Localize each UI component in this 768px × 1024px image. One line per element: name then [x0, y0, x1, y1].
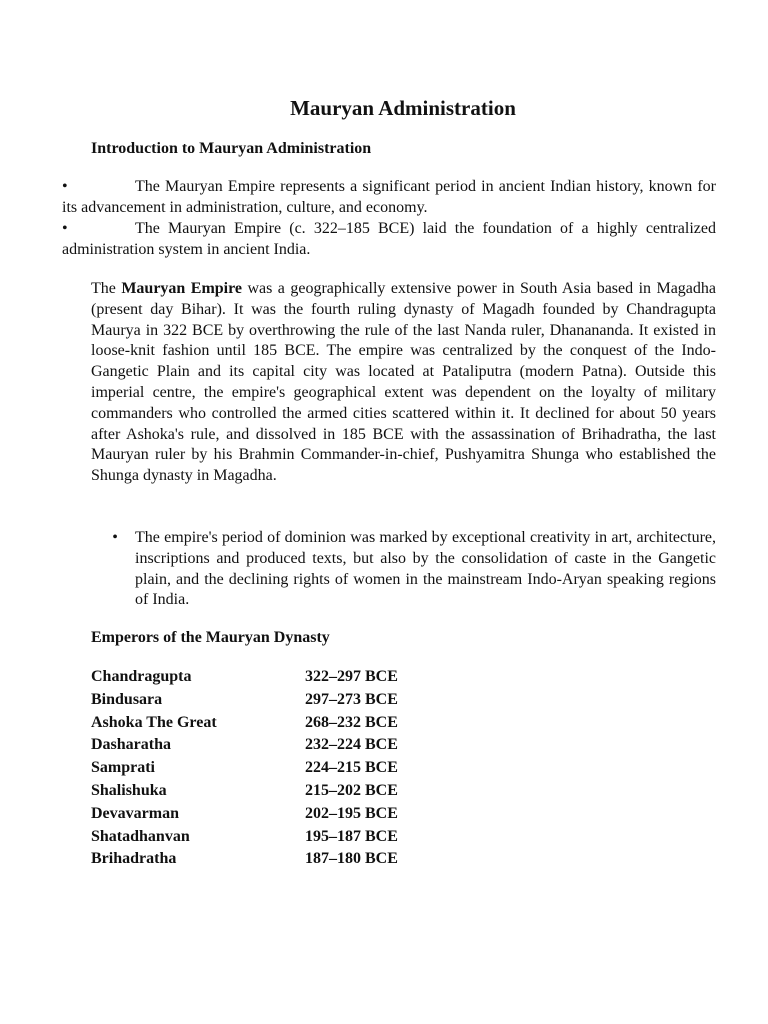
emperor-name: Brihadratha	[91, 850, 177, 868]
emperor-name: Shatadhanvan	[91, 827, 190, 845]
table-row	[91, 848, 398, 871]
emperor-reign: 268–232 BCE	[305, 713, 398, 731]
emperor-reign: 187–180 BCE	[305, 850, 398, 868]
table-row	[91, 712, 398, 735]
bullet-marker: •	[62, 178, 68, 195]
bullet-marker: •	[62, 220, 68, 237]
emperor-reign: 215–202 BCE	[305, 781, 398, 799]
intro-heading: Introduction to Mauryan Administration	[91, 140, 372, 157]
empire-paragraph	[91, 279, 716, 487]
paragraph-body: was a geographically extensive power in South Asia based in Magadha (present day Bihar). It was the fourth ruling dynasty of Magadh founded by Chandragupta Maurya in 322 BCE by overthrowing the rule of the last Nanda ruler, Dhanananda. It existed in loose-knit fashion until 185 BCE. The empire was centralized by the conquest of the Indo-Gangetic Plain and its capital city was located at Pataliputra (modern Patna). Outside this imperial centre, the empire's geographical extent was dependent on the loyalty of military commanders who controlled the armed cities scattered within it. It declined for about 50 years after Ashoka's rule, and dissolved in 185 BCE with the assassination of Brihadratha, the last Mauryan ruler by his Brahmin Commander-in-chief, Pushyamitra Shunga who established the Shunga dynasty in Magadha.	[91, 280, 716, 485]
emperor-name: Devavarman	[91, 804, 179, 822]
bullet-text: The Mauryan Empire (c. 322–185 BCE) laid the foundation of a highly centralized administration system in ancient India.	[62, 220, 716, 258]
paragraph-bold-term: Mauryan Empire	[121, 280, 243, 297]
intro-bullet-2	[62, 219, 716, 260]
emperor-reign: 195–187 BCE	[305, 827, 398, 845]
emperor-reign: 322–297 BCE	[305, 668, 398, 685]
bullet-marker: •	[112, 529, 118, 546]
table-row	[91, 780, 398, 803]
table-row	[91, 689, 398, 712]
table-row	[91, 666, 398, 689]
table-row	[91, 734, 398, 757]
emperor-reign: 202–195 BCE	[305, 804, 398, 822]
intro-bullet-1	[62, 177, 716, 218]
emperor-name: Chandragupta	[91, 668, 192, 685]
paragraph-pre: The	[91, 280, 122, 297]
emperor-reign: 232–224 BCE	[305, 736, 398, 754]
emperor-reign: 297–273 BCE	[305, 690, 398, 708]
table-row	[91, 826, 398, 849]
emperor-name: Ashoka The Great	[91, 713, 217, 731]
emperor-name: Dasharatha	[91, 736, 172, 754]
table-row	[91, 803, 398, 826]
emperors-table	[91, 666, 398, 871]
bullet-text: The empire's period of dominion was marked by exceptional creativity in art, architecture, inscriptions and produced texts, but also by the consolidation of caste in the Gangetic plain, and the declining rights of women in the mainstream Indo-Aryan speaking regions of India.	[135, 529, 716, 609]
bullet-text: The Mauryan Empire represents a significant period in ancient Indian history, known for its advancement in administration, culture, and economy.	[62, 178, 716, 216]
emperor-name: Bindusara	[91, 690, 163, 708]
emperor-name: Shalishuka	[91, 781, 167, 799]
emperor-name: Samprati	[91, 759, 155, 777]
emperor-reign: 224–215 BCE	[305, 759, 398, 777]
page-title: Mauryan Administration	[290, 96, 516, 120]
table-row	[91, 757, 398, 780]
emperors-heading: Emperors of the Mauryan Dynasty	[91, 629, 330, 646]
